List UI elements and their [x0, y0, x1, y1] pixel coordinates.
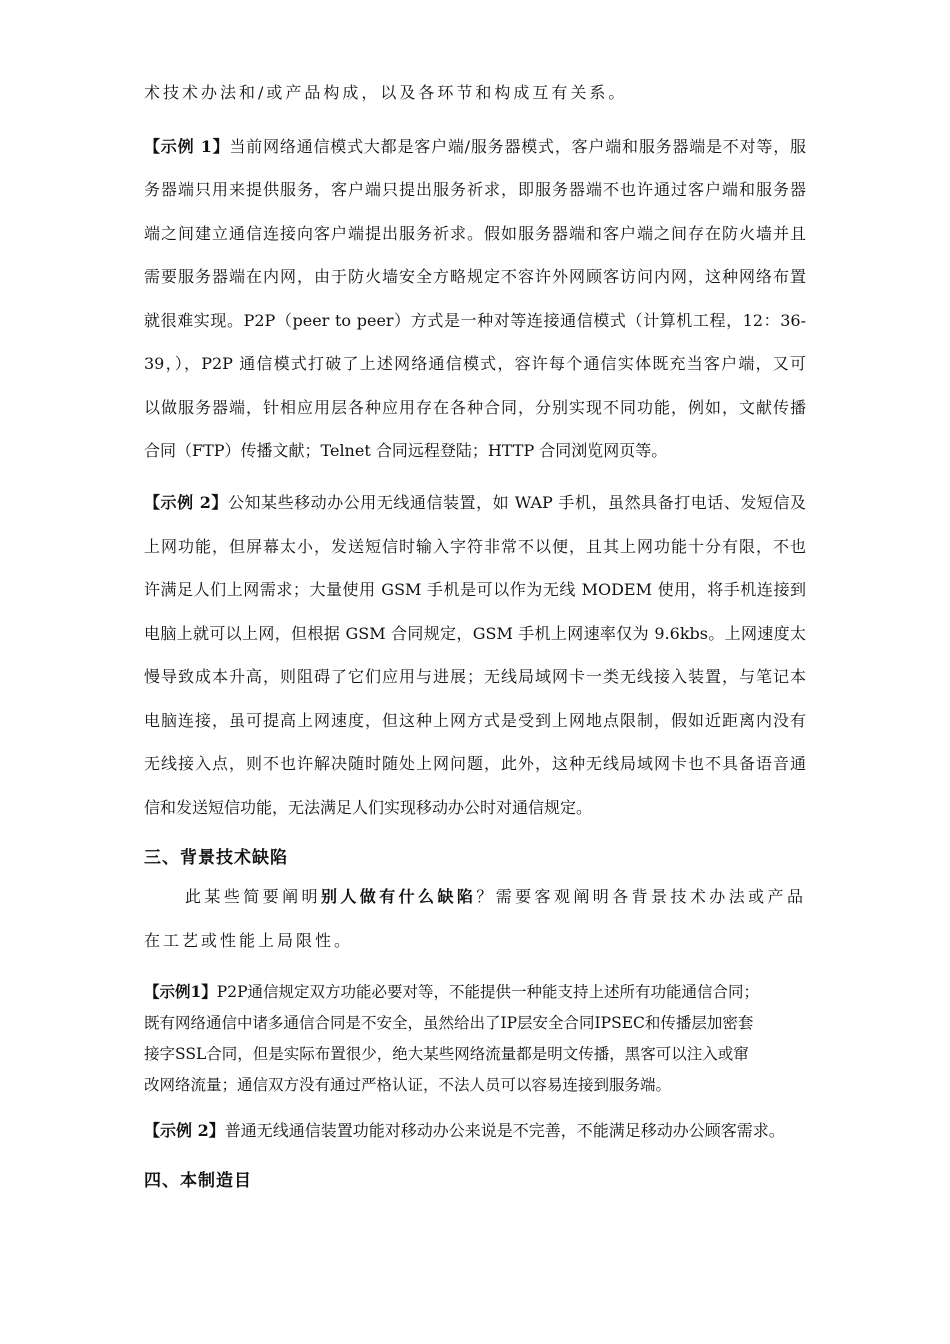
example-p2p-line-8: 合同（FTP）传播文献；Telnet 合同远程登陆；HTTP 合同浏览网页等。 — [144, 441, 668, 460]
intro-line: 术技术办法和/或产品构成，以及各环节和构成互有关系。 — [144, 83, 628, 102]
section-3-paragraph-line-1: 此某些简要阐明别人做有什么缺陷？需要客观阐明各背景技术办法或产品 — [185, 887, 806, 906]
example-tag: 【示例 2】 — [144, 1121, 225, 1140]
section-3-example-2: 【示例 2】普通无线通信装置功能对移动办公来说是不完善，不能满足移动办公顾客需求。 — [144, 1121, 785, 1140]
example-mobile-line-4: 电脑上就可以上网，但根据 GSM 合同规定，GSM 手机上网速率仅为 9.6kbs。上网速度太 — [144, 624, 806, 643]
section-3-example-1-line-2: 既有网络通信中诸多通信合同是不安全，虽然给出了IP层安全合同IPSEC和传播层加密套 — [144, 1014, 754, 1032]
example-p2p-line-2: 务器端只用来提供服务，客户端只提出服务祈求，即服务器端不也许通过客户端和服务器 — [144, 180, 806, 199]
example-mobile-line-8: 信和发送短信功能，无法满足人们实现移动办公时对通信规定。 — [144, 798, 593, 817]
section-3-heading: 三、背景技术缺陷 — [144, 848, 288, 868]
example-p2p-line-6: 39，），P2P 通信模式打破了上述网络通信模式，容许每个通信实体既充当客户端，又可 — [144, 354, 806, 373]
example-p2p-line-7: 以做服务器端，针相应用层各种应用存在各种合同，分别实现不同功能，例如，文献传播 — [144, 398, 806, 417]
example-mobile-line-3: 许满足人们上网需求；大量使用 GSM 手机是可以作为无线 MODEM 使用，将手机连接到 — [144, 580, 806, 599]
section-3-example-1-line-4: 改网络流量；通信双方没有通过严格认证，不法人员可以容易连接到服务端。 — [144, 1076, 672, 1094]
example-mobile-line-6: 电脑连接，虽可提高上网速度，但这种上网方式是受到上网地点限制，假如近距离内没有 — [144, 711, 806, 730]
emphasis-text: 别人做有什么缺陷 — [320, 887, 477, 906]
example-tag: 【示例1】 — [144, 982, 217, 1001]
example-tag: 【示例 1】 — [144, 137, 230, 156]
example-mobile-line-1: 【示例 2】公知某些移动办公用无线通信装置，如 WAP 手机，虽然具备打电话、发短信及 — [144, 493, 806, 512]
example-mobile-line-5: 慢导致成本升高，则阻碍了它们应用与进展；无线局域网卡一类无线接入装置，与笔记本 — [144, 667, 806, 686]
example-p2p-line-4: 需要服务器端在内网，由于防火墙安全方略规定不容许外网顾客访问内网，这种网络布置 — [144, 267, 806, 286]
example-p2p-line-5: 就很难实现。P2P（peer to peer）方式是一种对等连接通信模式（计算机工程，12：36- — [144, 311, 806, 330]
section-3-example-1-line-3: 接字SSL合同，但是实际布置很少，绝大某些网络流量都是明文传播，黑客可以注入或窜 — [144, 1045, 749, 1063]
example-mobile-line-2: 上网功能，但屏幕太小，发送短信时输入字符非常不以便，且其上网功能十分有限，不也 — [144, 537, 806, 556]
section-3-example-1-line-1: 【示例1】P2P通信规定双方功能必要对等，不能提供一种能支持上述所有功能通信合同； — [144, 982, 760, 1001]
example-tag: 【示例 2】 — [144, 493, 228, 512]
section-4-heading: 四、本制造目 — [144, 1171, 252, 1191]
example-p2p-line-1: 【示例 1】当前网络通信模式大都是客户端/服务器模式，客户端和服务器端是不对等，服 — [144, 137, 806, 156]
section-3-paragraph-line-2: 在工艺或性能上局限性。 — [144, 931, 354, 950]
example-mobile-line-7: 无线接入点，则不也许解决随时随处上网问题，此外，这种无线局域网卡也不具备语音通 — [144, 754, 806, 773]
example-p2p-line-3: 端之间建立通信连接向客户端提出服务祈求。假如服务器端和客户端之间存在防火墙并且 — [144, 224, 806, 243]
